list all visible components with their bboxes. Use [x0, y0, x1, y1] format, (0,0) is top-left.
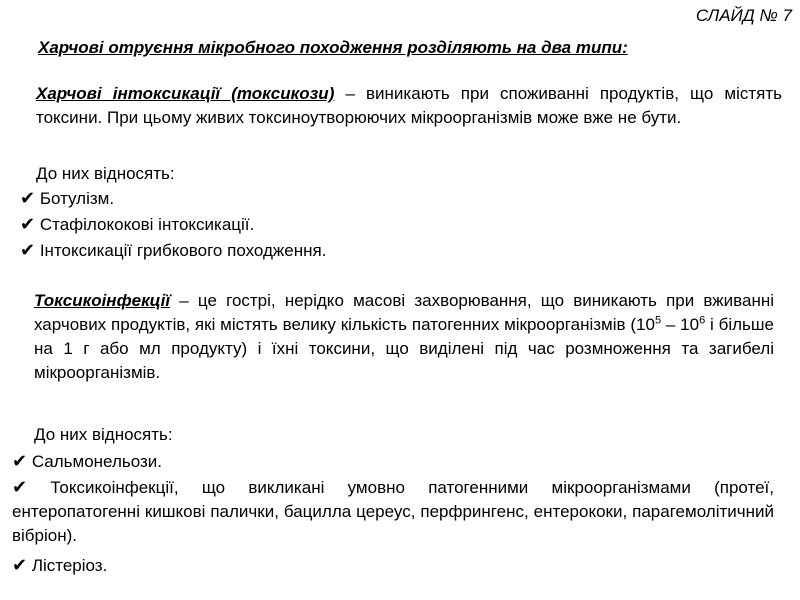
checkmark-icon: ✔ [20, 188, 36, 208]
list-item-text: Ботулізм. [39, 189, 115, 208]
section2-definition-text-3: і більше на 1 г або мл продукту) і їхні токсини, що виділені під час розмноження та загибелі мікроорганізмів. [34, 315, 775, 382]
section2-definition-text-2: – 10 [661, 315, 700, 334]
section2-intro: До них відносять: [34, 425, 173, 444]
exponent-1: 5 [654, 314, 662, 327]
section1-definition [36, 82, 782, 130]
checkmark-icon: ✔ [12, 555, 28, 575]
list-item [20, 186, 114, 211]
exponent-2: 6 [699, 314, 706, 327]
checkmark-icon: ✔ [12, 451, 28, 471]
list-item [20, 212, 254, 237]
list-item-text: Токсикоінфекції, що викликані умовно патогенними мікроорганізмами (протеї, ентеропатогенні кишкові палички, бацилла цереус, перфрингенс, ентерококи, парагемолітичний вібріон). [12, 478, 774, 545]
list-item-text: Лістеріоз. [31, 556, 108, 575]
checkmark-icon: ✔ [20, 240, 36, 260]
list-item [20, 238, 326, 263]
list-item-text: Сальмонельози. [31, 452, 163, 471]
checkmark-icon: ✔ [12, 477, 28, 497]
list-item-text: Стафілококові інтоксикації. [39, 215, 255, 234]
slide-title: Харчові отруєння мікробного походження розділяють на два типи: [38, 38, 628, 57]
section2-term: Токсикоінфекції [34, 291, 171, 310]
section2-definition-text-1: – це гострі, нерідко масові захворювання, що виникають при вживанні харчових продуктів, які містять велику кількість патогенних мікроорганізмів (10 [34, 291, 774, 334]
section1-term: Харчові інтоксикації (токсикози) [36, 84, 335, 103]
section2-definition [34, 289, 774, 385]
checkmark-icon: ✔ [20, 214, 36, 234]
list-item [12, 553, 107, 578]
section1-intro: До них відносять: [36, 164, 175, 183]
list-item-text: Інтоксикації грибкового походження. [39, 241, 327, 260]
list-item [12, 475, 774, 548]
section1-definition-text: – виникають при споживанні продуктів, що містять токсини. При цьому живих токсиноутворюючих мікроорганізмів може вже не бути. [36, 84, 782, 127]
slide-number: СЛАЙД № 7 [695, 6, 792, 25]
list-item [12, 449, 162, 474]
